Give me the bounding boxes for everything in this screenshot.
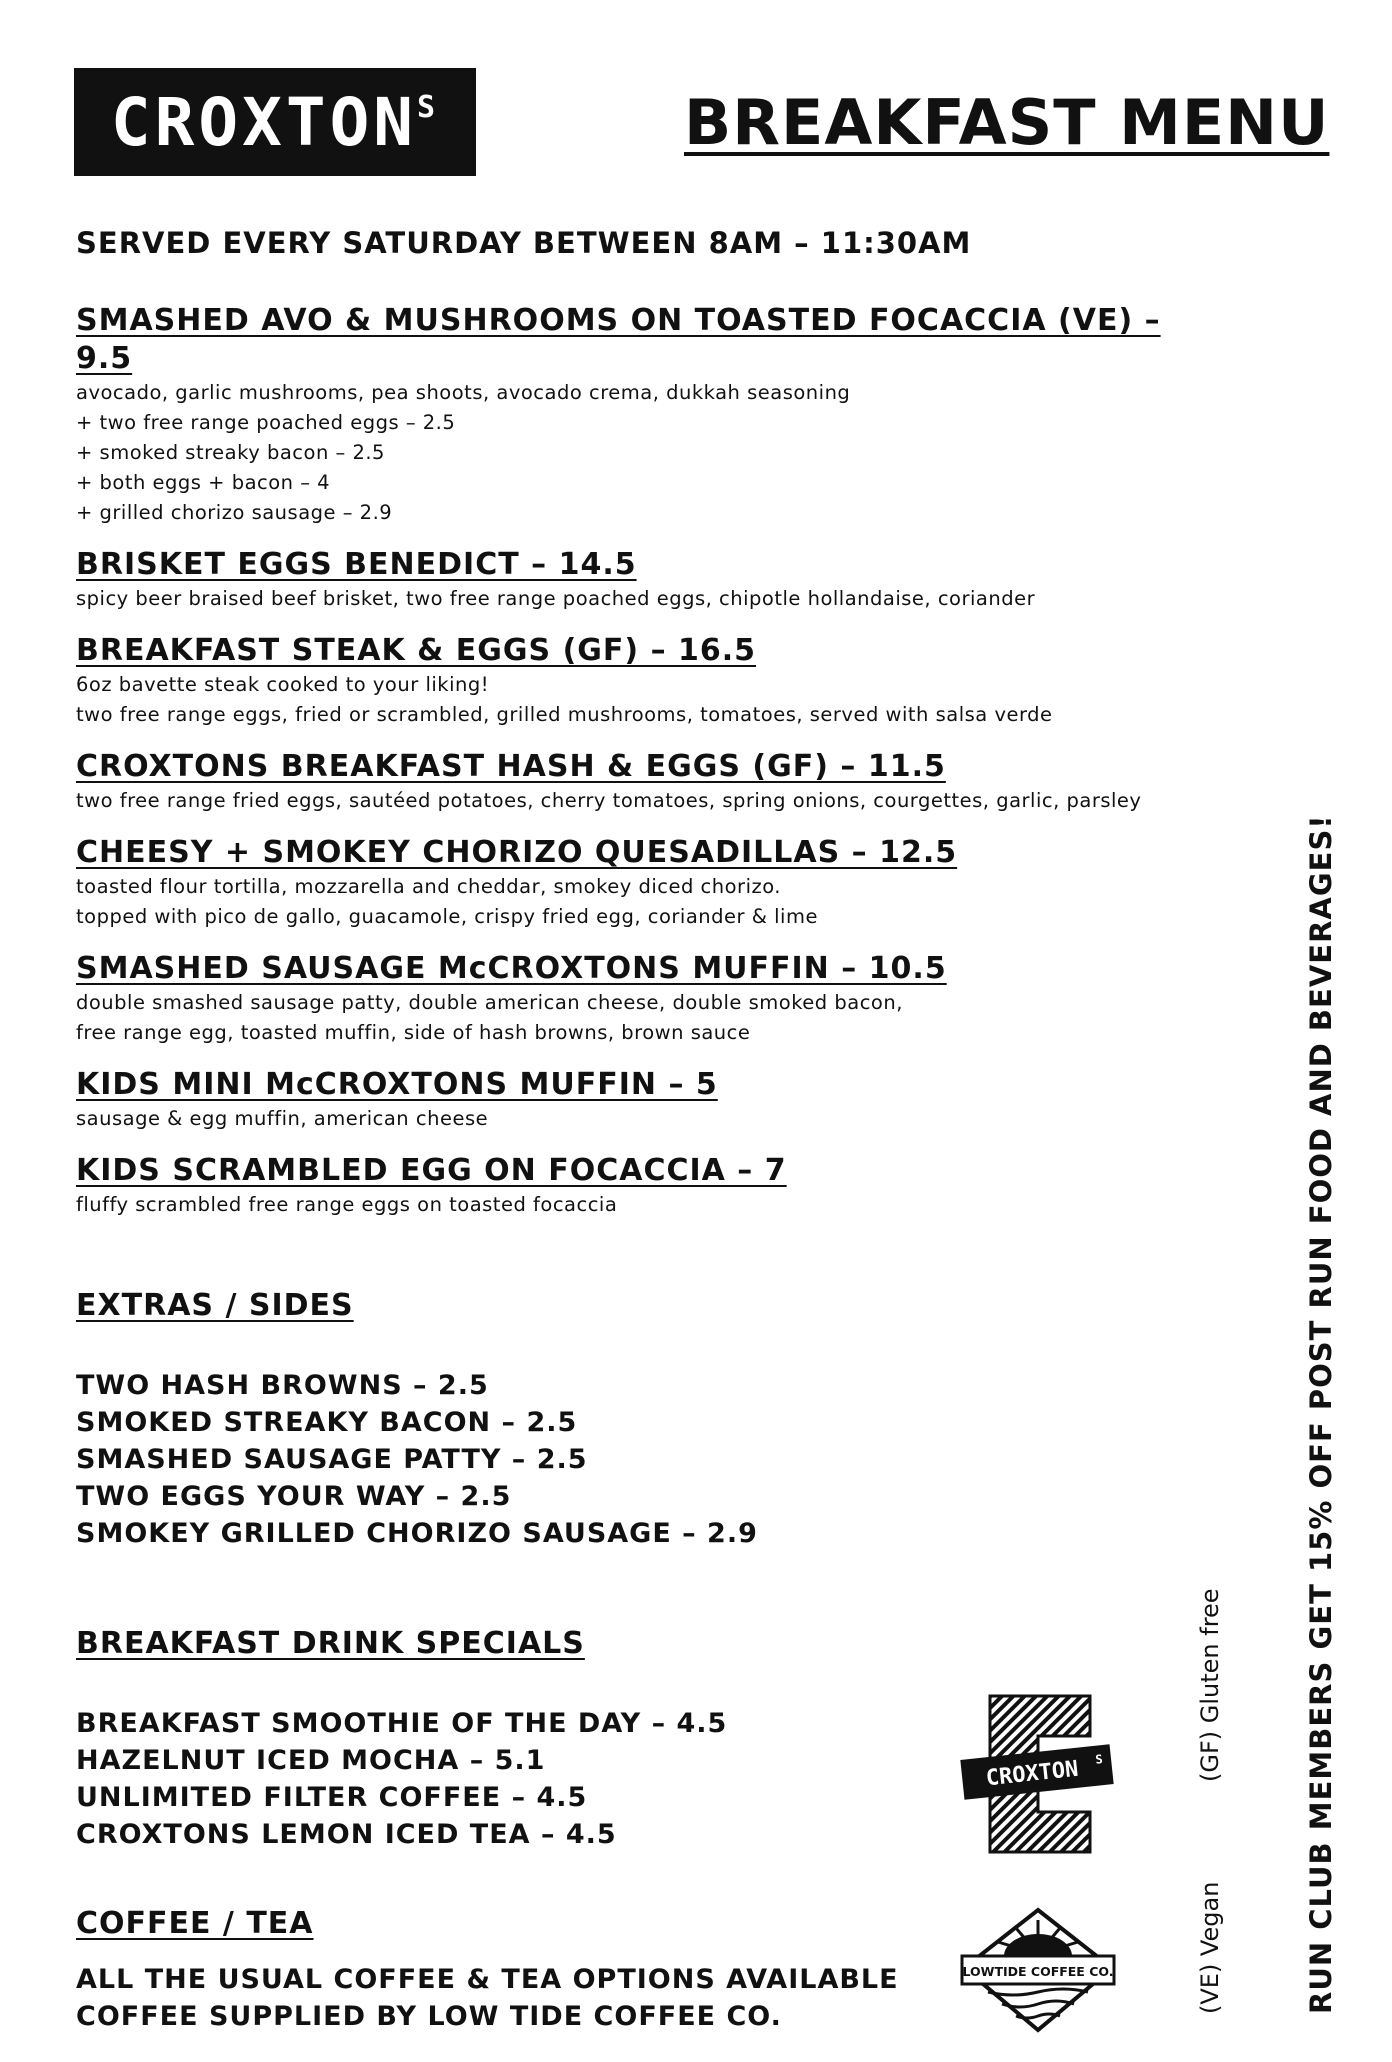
item-desc: double smashed sausage patty, double american cheese, double smoked bacon, (76, 991, 903, 1014)
extras-title: EXTRAS / SIDES (76, 1288, 354, 1323)
item-desc: avocado, garlic mushrooms, pea shoots, avocado crema, dukkah seasoning (76, 381, 851, 404)
menu-item (76, 632, 1226, 730)
item-addon: + two free range poached eggs – 2.5 (76, 411, 456, 434)
served-hours: SERVED EVERY SATURDAY BETWEEN 8AM – 11:30AM (76, 226, 972, 260)
item-addon: + smoked streaky bacon – 2.5 (76, 441, 385, 464)
menu-item (76, 748, 1226, 816)
item-name: SMASHED AVO & MUSHROOMS ON TOASTED FOCACCIA (VE) – 9.5 (76, 303, 1161, 376)
menu-items (76, 302, 1226, 1238)
croxtons-logo (74, 68, 476, 176)
extra-item: TWO HASH BROWNS – 2.5 (76, 1370, 489, 1401)
svg-text:S: S (1094, 1752, 1104, 1767)
extra-item: TWO EGGS YOUR WAY – 2.5 (76, 1481, 512, 1512)
item-name: BRISKET EGGS BENEDICT – 14.5 (76, 547, 637, 582)
lowtide-coffee-logo (958, 1906, 1118, 2034)
svg-text:LOWTIDE COFFEE CO.: LOWTIDE COFFEE CO. (962, 1964, 1114, 1979)
item-desc: spicy beer braised beef brisket, two free range poached eggs, chipotle hollandaise, coriander (76, 587, 1036, 610)
item-desc: fluffy scrambled free range eggs on toasted focaccia (76, 1193, 618, 1216)
item-name: CROXTONS BREAKFAST HASH & EGGS (GF) – 11.5 (76, 749, 946, 784)
item-name: BREAKFAST STEAK & EGGS (GF) – 16.5 (76, 633, 757, 668)
item-desc: topped with pico de gallo, guacamole, crispy fried egg, coriander & lime (76, 905, 818, 928)
extra-item: SMOKED STREAKY BACON – 2.5 (76, 1407, 578, 1438)
page-title: BREAKFAST MENU (684, 86, 1330, 159)
drink-item: HAZELNUT ICED MOCHA – 5.1 (76, 1745, 546, 1776)
item-desc: free range egg, toasted muffin, side of hash browns, brown sauce (76, 1021, 751, 1044)
menu-item (76, 546, 1226, 614)
extra-item: SMOKEY GRILLED CHORIZO SAUSAGE – 2.9 (76, 1518, 758, 1549)
menu-item (76, 834, 1226, 932)
coffee-line: COFFEE SUPPLIED BY LOW TIDE COFFEE CO. (76, 2001, 782, 2032)
item-desc: toasted flour tortilla, mozzarella and cheddar, smokey diced chorizo. (76, 875, 782, 898)
legend-vegan: (VE) Vegan (1196, 1881, 1224, 2014)
extras-section (76, 1288, 758, 1552)
drink-item: UNLIMITED FILTER COFFEE – 4.5 (76, 1782, 588, 1813)
run-club-promo: RUN CLUB MEMBERS GET 15% OFF POST RUN FOOD AND BEVERAGES! (1304, 814, 1338, 2014)
item-desc: two free range eggs, fried or scrambled, grilled mushrooms, tomatoes, served with salsa verde (76, 703, 1053, 726)
menu-item (76, 1066, 1226, 1134)
item-desc: 6oz bavette steak cooked to your liking! (76, 673, 490, 696)
coffee-section (76, 1906, 899, 2035)
drink-item: CROXTONS LEMON ICED TEA – 4.5 (76, 1819, 617, 1850)
drink-item: BREAKFAST SMOOTHIE OF THE DAY – 4.5 (76, 1708, 728, 1739)
menu-item (76, 950, 1226, 1048)
legend-gluten-free: (GF) Gluten free (1196, 1588, 1224, 1782)
extra-item: SMASHED SAUSAGE PATTY – 2.5 (76, 1444, 588, 1475)
item-name: KIDS MINI McCROXTONS MUFFIN – 5 (76, 1067, 718, 1102)
item-desc: sausage & egg muffin, american cheese (76, 1107, 489, 1130)
item-name: CHEESY + SMOKEY CHORIZO QUESADILLAS – 12.5 (76, 835, 958, 870)
drinks-section (76, 1626, 727, 1853)
coffee-line: ALL THE USUAL COFFEE & TEA OPTIONS AVAILABLE (76, 1964, 899, 1995)
item-name: SMASHED SAUSAGE McCROXTONS MUFFIN – 10.5 (76, 951, 947, 986)
menu-item (76, 1152, 1226, 1220)
croxtons-c-logo (960, 1690, 1114, 1858)
item-addon: + grilled chorizo sausage – 2.9 (76, 501, 393, 524)
item-name: KIDS SCRAMBLED EGG ON FOCACCIA – 7 (76, 1153, 787, 1188)
item-desc: two free range fried eggs, sautéed potatoes, cherry tomatoes, spring onions, courgettes, garlic, parsley (76, 789, 1142, 812)
menu-item (76, 302, 1226, 528)
drinks-title: BREAKFAST DRINK SPECIALS (76, 1626, 585, 1661)
logo-text: $CROXTON^S$ (110, 83, 440, 161)
item-addon: + both eggs + bacon – 4 (76, 471, 331, 494)
svg-text:CROXTON: CROXTON (984, 1756, 1080, 1792)
coffee-title: COFFEE / TEA (76, 1906, 314, 1941)
